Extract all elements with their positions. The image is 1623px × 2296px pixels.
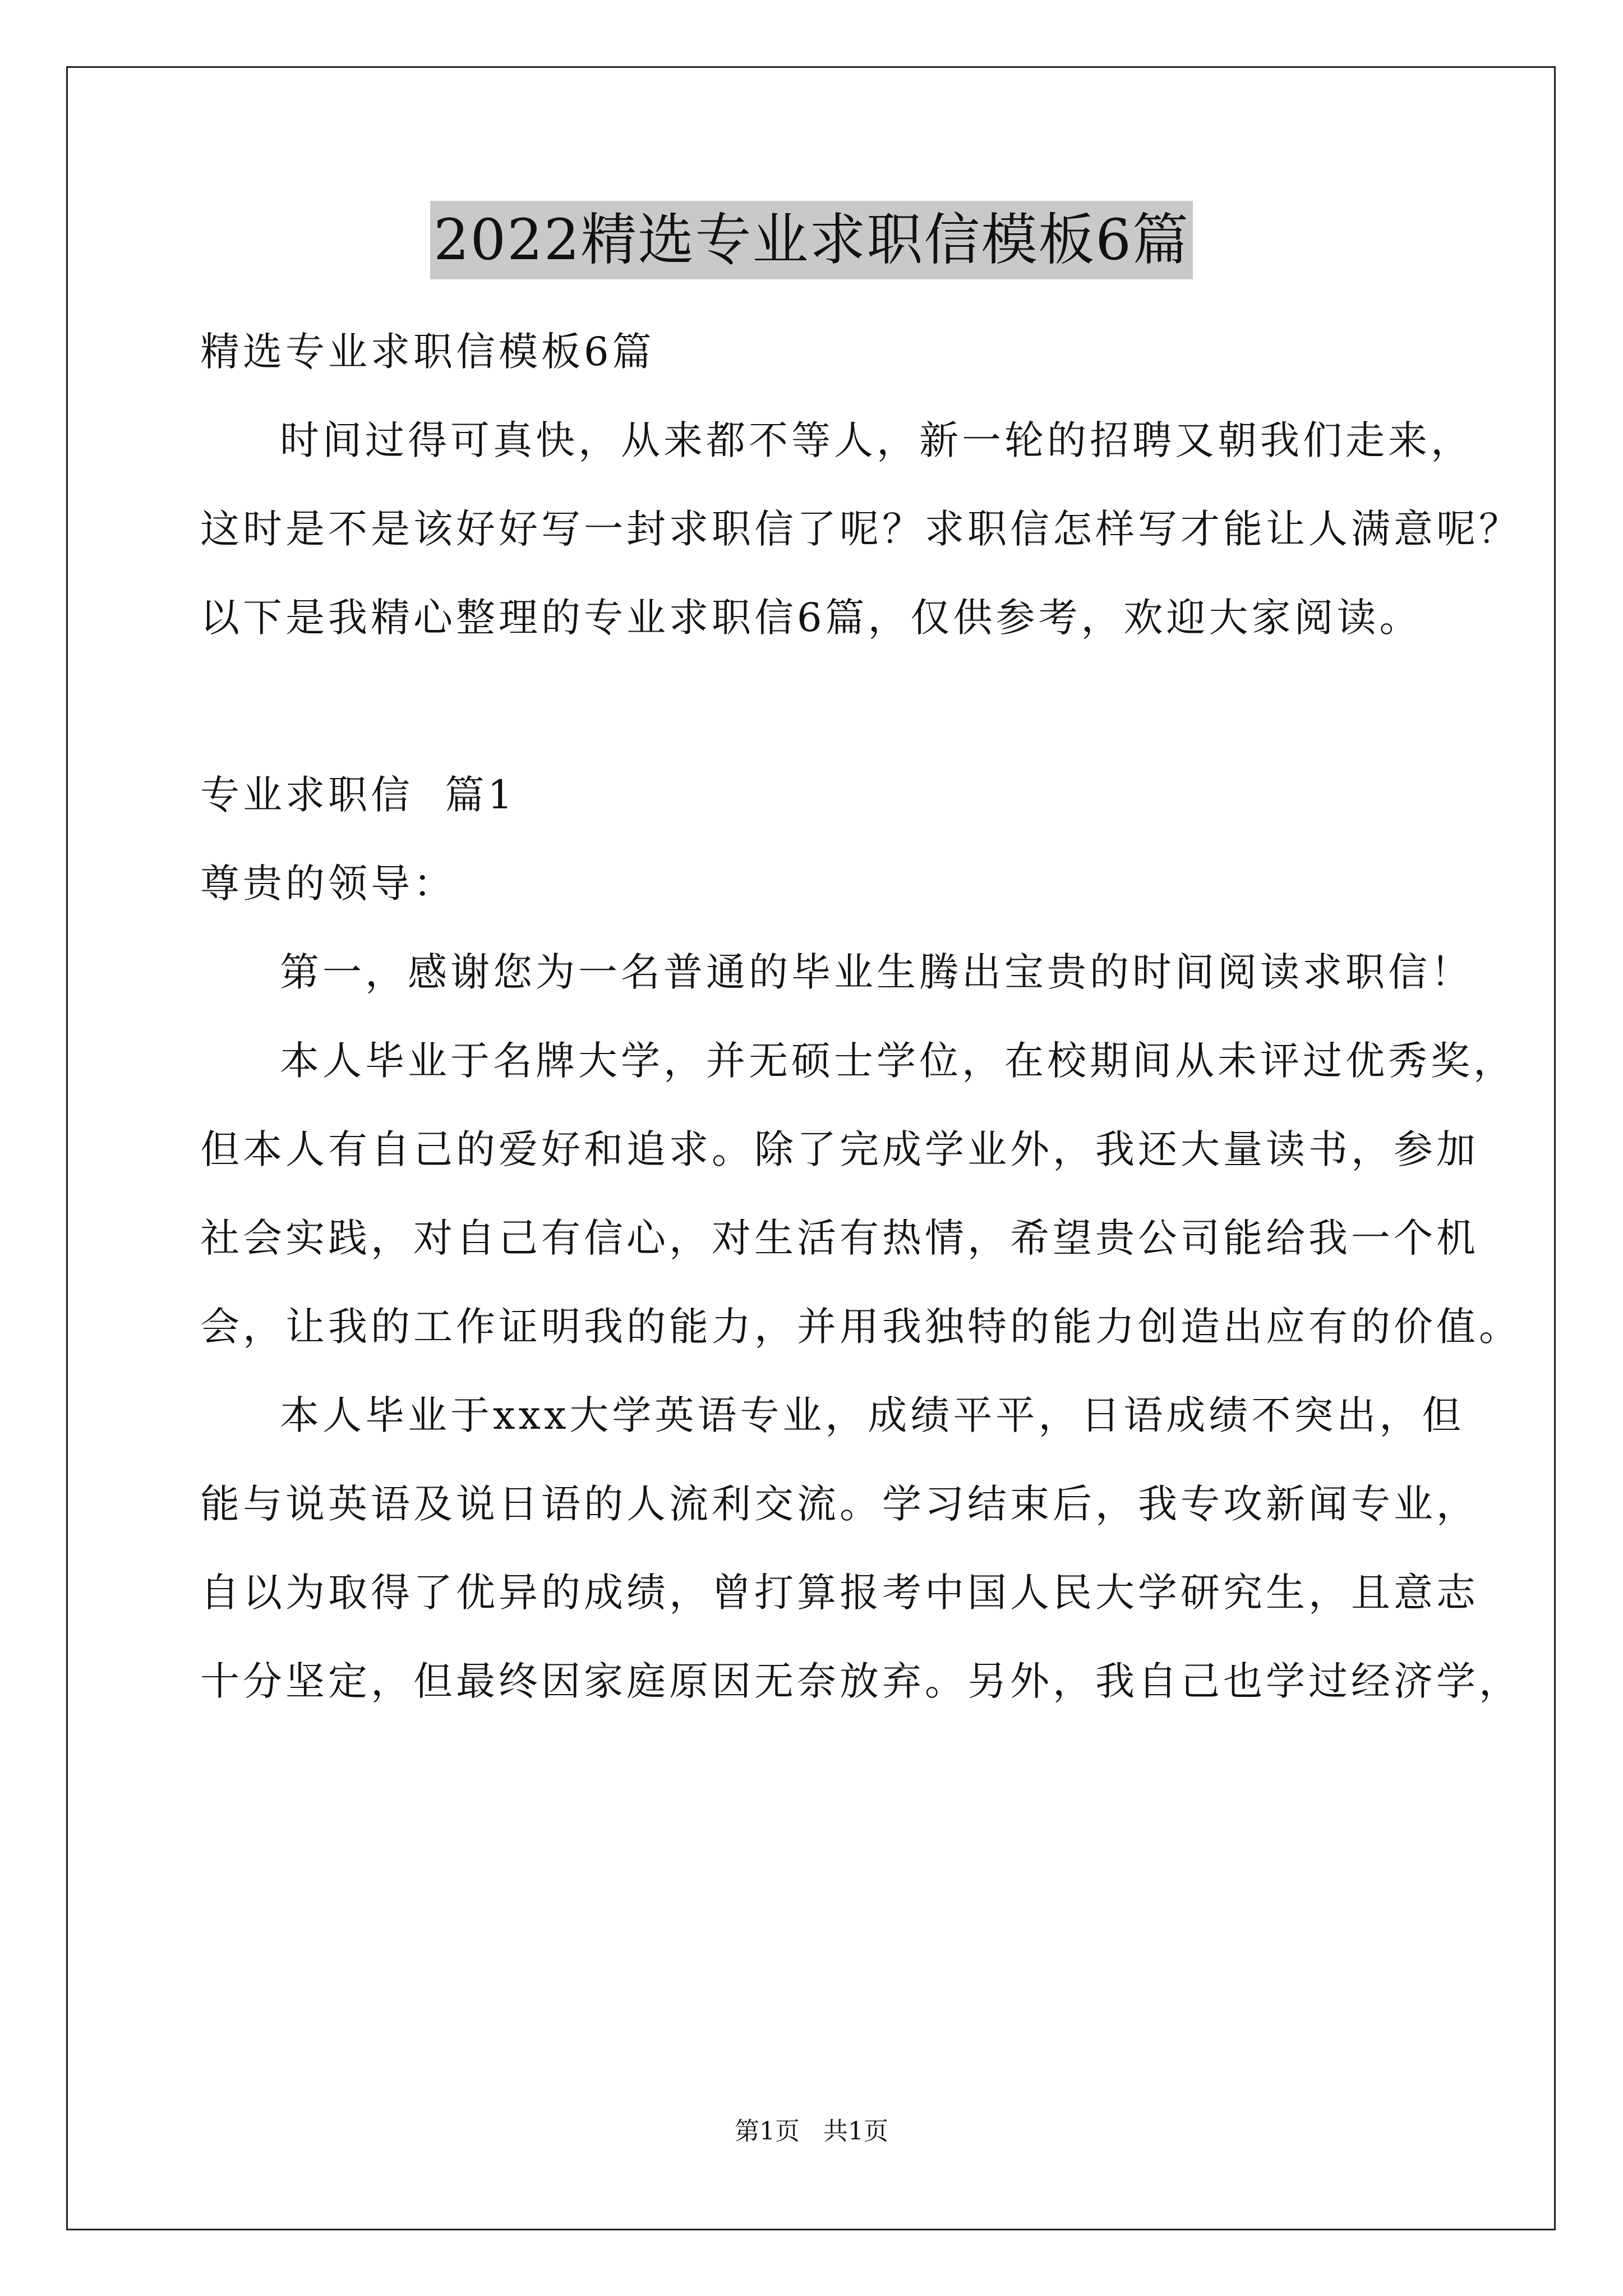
document-title: 2022精选专业求职信模板6篇 <box>430 201 1193 279</box>
paragraph-line: 但本人有自己的爱好和追求。除了完成学业外，我还大量读书，参加 <box>200 1126 1479 1172</box>
paragraph-line: 第一，感谢您为一名普通的毕业生腾出宝贵的时间阅读求职信！ <box>280 949 1473 995</box>
document-body <box>200 307 1521 1726</box>
paragraph-line: 自以为取得了优异的成绩，曾打算报考中国人民大学研究生，且意志 <box>200 1570 1479 1616</box>
paragraph-line: 能与说英语及说日语的人流利交流。学习结束后，我专攻新闻专业， <box>200 1481 1479 1527</box>
paragraph-line: 社会实践，对自己有信心，对生活有热情，希望贵公司能给我一个机 <box>200 1215 1479 1261</box>
paragraph-line: 本人毕业于名牌大学，并无硕士学位，在校期间从未评过优秀奖， <box>280 1038 1516 1084</box>
paragraph-line: 十分坚定，但最终因家庭原因无奈放弃。另外，我自己也学过经济学， <box>200 1658 1521 1704</box>
intro-line: 这时是不是该好好写一封求职信了呢？求职信怎样写才能让人满意呢？ <box>200 506 1521 552</box>
document-title-wrapper <box>0 201 1623 279</box>
salutation: 尊贵的领导： <box>200 861 456 907</box>
intro-line: 以下是我精心整理的专业求职信6篇，仅供参考，欢迎大家阅读。 <box>200 595 1422 641</box>
page-footer: 第1页 共1页 <box>735 2117 888 2146</box>
intro-line: 时间过得可真快，从来都不等人，新一轮的招聘又朝我们走来， <box>280 417 1473 463</box>
section-heading: 专业求职信 篇1 <box>200 772 517 818</box>
blank-line <box>200 662 1434 751</box>
document-subtitle: 精选专业求职信模板6篇 <box>200 329 655 375</box>
paragraph-line: 本人毕业于xxx大学英语专业，成绩平平，日语成绩不突出，但 <box>280 1392 1465 1438</box>
paragraph-line: 会，让我的工作证明我的能力，并用我独特的能力创造出应有的价值。 <box>200 1304 1521 1350</box>
